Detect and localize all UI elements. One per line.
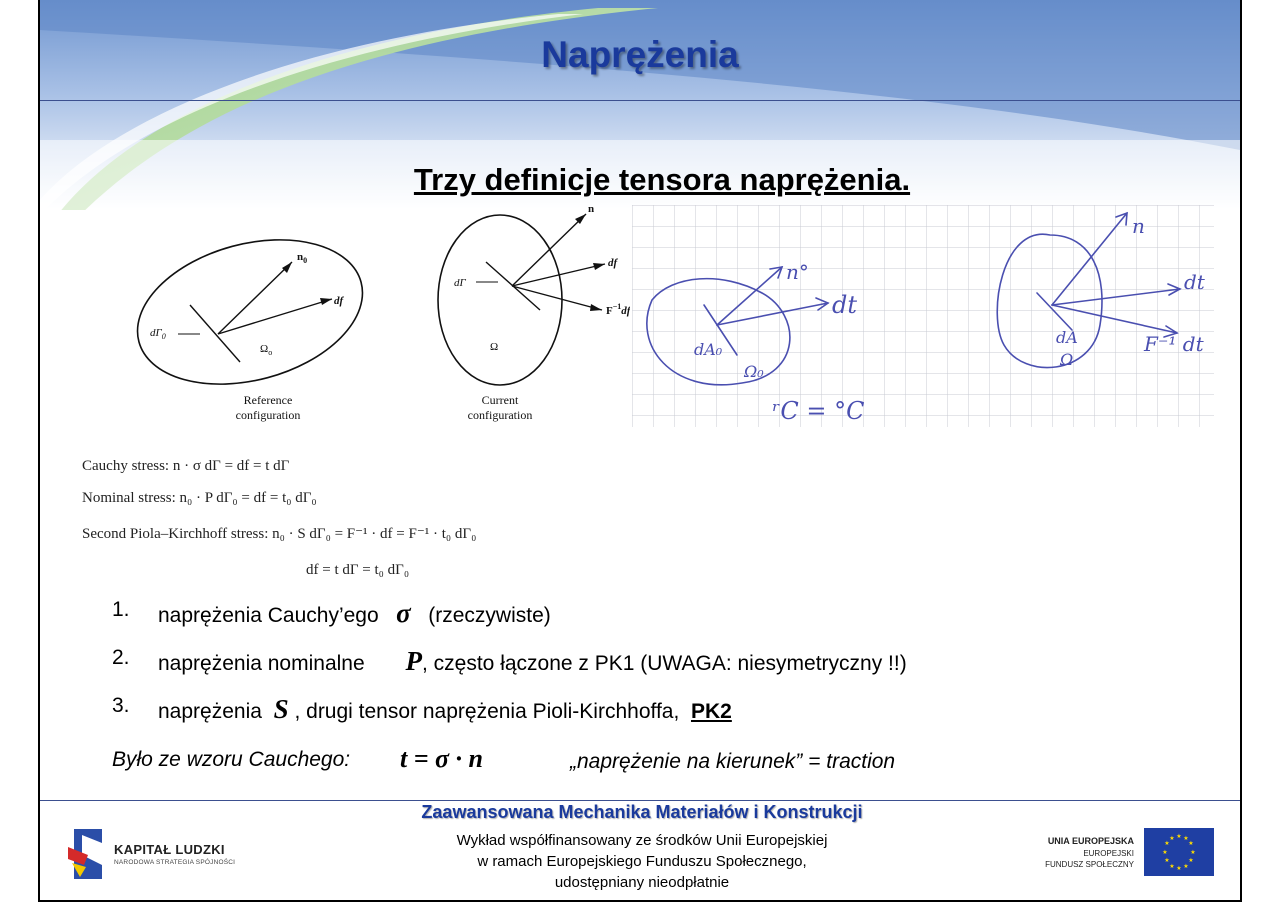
configuration-figure <box>110 200 630 435</box>
slide-subtitle: Trzy definicje tensora naprężenia. <box>413 162 911 197</box>
hw-n0: n° <box>786 260 809 284</box>
reference-caption-line2: configuration <box>235 408 301 422</box>
hw-da: dA <box>1056 328 1078 347</box>
reference-configuration <box>121 217 378 422</box>
footer-line2: w ramach Europejskiego Funduszu Społecznego, <box>477 853 807 870</box>
df-current-label: df <box>608 257 618 269</box>
kapital-ludzki-logo <box>68 825 248 885</box>
svg-text:★: ★ <box>1164 857 1170 864</box>
svg-text:★: ★ <box>1188 840 1194 847</box>
eq-relation: df = t dΓ = t₀ dΓ₀ <box>306 562 410 578</box>
traction-note: „naprężenie na kierunek” = traction <box>570 750 896 773</box>
n0-label: $n_0$ <box>297 251 308 265</box>
eu-line3: FUNDUSZ SPOŁECZNY <box>1045 860 1134 869</box>
hw-f-inv-dt: F⁻¹ dt <box>1144 332 1204 356</box>
hw-n: n <box>1132 214 1145 238</box>
omega-label: Ω <box>490 341 499 353</box>
eq-cauchy: Cauchy stress: n · σ dΓ = df = t dΓ <box>82 458 290 474</box>
hw-omega: Ω <box>1060 350 1074 369</box>
reference-caption-line1: Reference <box>243 393 293 407</box>
svg-text:★: ★ <box>1169 863 1175 870</box>
dgamma-label: dΓ <box>454 277 466 289</box>
eq-pk2: Second Piola–Kirchhoff stress: n₀ · S dΓ₀ = F⁻¹ · df = F⁻¹ · t₀ dΓ₀ <box>82 526 477 542</box>
eq-nominal: Nominal stress: n₀ · P dΓ₀ = df = t₀ dΓ₀ <box>82 490 317 506</box>
hw-dt: dt <box>832 291 858 319</box>
eu-flag-icon <box>1144 828 1214 876</box>
eu-logo <box>1036 828 1218 880</box>
header-divider <box>40 100 1240 101</box>
p-symbol: P <box>405 646 422 676</box>
svg-text:★: ★ <box>1188 857 1194 864</box>
current-body-outline <box>438 215 562 385</box>
footer-line3: udostępniany nieodpłatnie <box>554 874 730 891</box>
omega0-label: $\Omega_o$ <box>260 343 273 357</box>
f-inv-df-label: $F^{-1}df$ <box>606 302 630 317</box>
current-configuration <box>438 203 630 422</box>
hw-da0: dA₀ <box>694 340 723 359</box>
hw-omega0: Ω₀ <box>744 362 764 381</box>
cauchy-formula: t = σ · n <box>400 744 484 773</box>
svg-text:★: ★ <box>1183 863 1189 870</box>
eu-line2: EUROPEJSKI <box>1083 849 1134 858</box>
reference-body-outline <box>121 217 378 408</box>
svg-text:★: ★ <box>1176 833 1182 840</box>
footer-title: Zaawansowana Mechanika Materiałów i Konstrukcji <box>421 802 863 822</box>
sigma-symbol: σ <box>396 598 411 628</box>
hw-rc: ʳC = °C <box>772 397 865 425</box>
slide-title: Naprężenia <box>541 34 739 75</box>
dgamma0-label: $d\Gamma_0$ <box>150 327 166 341</box>
footer-divider <box>40 800 1240 801</box>
s-symbol: S <box>273 694 289 724</box>
slide: Naprężenia $n_0$ df $d\Gamma_0$ $\Omega_o$ Reference configuration n df $F^{-1}df$ dΓ Ω Current configuration n° dt dA₀ Ω₀ ʳC = °C n dt dA Ω F⁻¹ dt Trzy definicje tensora naprężenia. Cauchy stress: n · σ dΓ = df = t dΓ Nominal stress: n₀ · P dΓ₀ = df = t₀ dΓ₀ Second Piola–Kirchhoff stress: n₀ · S dΓ₀ = F⁻¹ · df = F⁻¹ · t₀ dΓ₀ df = t dΓ = t₀ dΓ₀ 1. naprężenia Cauchy’ego σ (rzeczywiste) 2. naprężenia nominalne P, często łączone z PK1 (UWAGA: niesymetryczny !!) 3. naprężenia S , drugi tensor naprężenia Pioli-Kirchhoffa, PK2 Było ze wzoru Cauchego: t = σ · n „naprężenie na kierunek” = traction Zaawansowana Mechanika Materiałów i Konstrukcji Wykład współfinansowany ze środków Unii Europejskiej w ramach Europejskiego Funduszu Społecznego, udostępniany nieodpłatnie KAPITAŁ LUDZKI NARODOWA STRATEGIA SPÓJNOŚCI UNIA EUROPEJSKA EUROPEJSKI FUNDUSZ SPOŁECZNY ★ ★ ★ ★ ★ ★ ★ ★ ★ ★ ★ ★ <box>38 0 1242 902</box>
df-label: df <box>334 295 344 307</box>
svg-text:★: ★ <box>1190 849 1196 856</box>
svg-text:★: ★ <box>1183 835 1189 842</box>
pk2-label: PK2 <box>690 700 732 723</box>
kapital-ludzki-subtitle: NARODOWA STRATEGIA SPÓJNOŚCI <box>114 859 236 866</box>
svg-text:★: ★ <box>1162 849 1168 856</box>
eu-line1: UNIA EUROPEJSKA <box>1047 836 1134 846</box>
footer-line1: Wykład współfinansowany ze środków Unii Europejskiej <box>456 832 828 849</box>
hw-dt2: dt <box>1184 270 1205 294</box>
svg-text:★: ★ <box>1169 835 1175 842</box>
current-caption-line1: Current <box>481 393 519 407</box>
kapital-ludzki-icon <box>68 825 112 883</box>
svg-text:★: ★ <box>1164 840 1170 847</box>
current-caption-line2: configuration <box>467 408 533 422</box>
n-label: n <box>588 203 595 215</box>
cauchy-formula-label: Było ze wzoru Cauchego: <box>112 748 351 771</box>
kapital-ludzki-name: KAPITAŁ LUDZKI <box>114 842 225 857</box>
svg-text:★: ★ <box>1176 865 1182 872</box>
handwritten-sketch <box>632 205 1214 427</box>
